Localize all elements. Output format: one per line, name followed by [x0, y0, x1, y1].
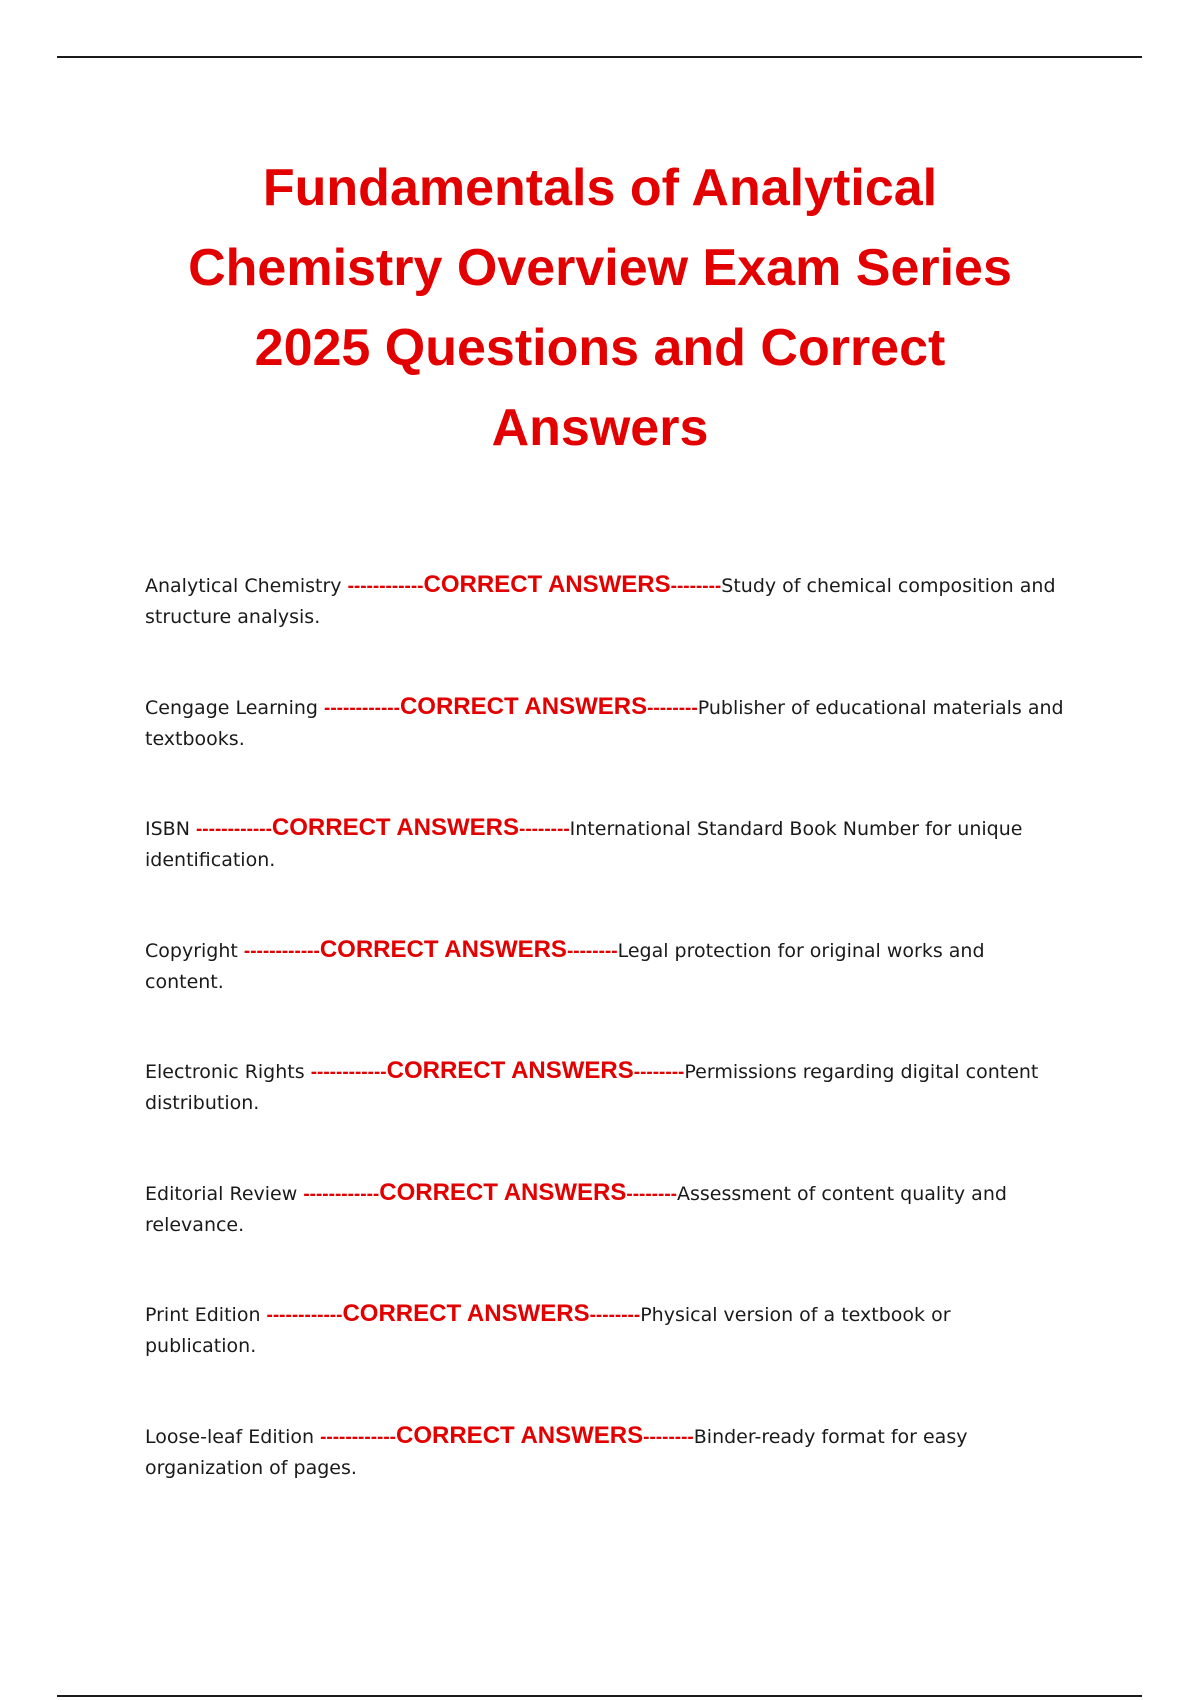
qa-item [145, 1178, 1065, 1300]
separator-pre: ------------ [324, 697, 400, 719]
separator-post: -------- [670, 576, 722, 597]
separator-pre: ------------ [266, 1305, 343, 1326]
qa-term: Print Edition [145, 1304, 261, 1326]
correct-answers-marker: CORRECT ANSWERS [271, 814, 520, 841]
separator-post: -------- [589, 1305, 641, 1326]
separator-pre: ------------ [347, 576, 424, 597]
correct-answers-marker: CORRECT ANSWERS [396, 1421, 644, 1449]
qa-definition: International Standard Book Number for unique identification. [145, 818, 1023, 871]
correct-answers-marker: CORRECT ANSWERS [386, 1057, 634, 1084]
qa-definition: Physical version of a textbook or publication. [145, 1304, 951, 1357]
separator-pre: ------------ [303, 1183, 380, 1205]
correct-answers-marker: CORRECT ANSWERS [423, 571, 671, 598]
qa-term: ISBN [145, 818, 190, 840]
qa-item [145, 692, 1065, 814]
bottom-rule [57, 1695, 1142, 1697]
separator-pre: ------------ [310, 1062, 387, 1083]
correct-answers-marker: CORRECT ANSWERS [399, 692, 648, 720]
qa-item [145, 813, 1065, 935]
top-rule [57, 56, 1142, 58]
qa-list [145, 570, 1065, 1542]
correct-answers-marker: CORRECT ANSWERS [342, 1300, 590, 1327]
separator-post: -------- [643, 1426, 694, 1448]
qa-item [145, 1299, 1065, 1421]
qa-item [145, 570, 1065, 692]
separator-post: -------- [647, 697, 698, 719]
separator-pre: ------------ [320, 1426, 397, 1448]
qa-term: Loose-leaf Edition [145, 1425, 315, 1448]
qa-term: Electronic Rights [145, 1061, 305, 1083]
separator-pre: ------------ [195, 819, 272, 840]
separator-post: -------- [626, 1183, 677, 1205]
qa-definition: Study of chemical composition and structure analysis. [145, 575, 1056, 628]
qa-term: Editorial Review [145, 1182, 298, 1205]
separator-post: -------- [566, 940, 618, 962]
document-title: Fundamentals of Analytical Chemistry Overview Exam Series 2025 Questions and Correct Answers [188, 159, 1012, 457]
separator-pre: ------------ [243, 940, 320, 962]
correct-answers-marker: CORRECT ANSWERS [319, 935, 567, 963]
qa-item [145, 1421, 1065, 1543]
qa-item [145, 935, 1065, 1057]
qa-definition: Assessment of content quality and relevance. [145, 1182, 1007, 1236]
qa-term: Analytical Chemistry [145, 575, 342, 597]
qa-term: Cengage Learning [145, 696, 318, 719]
separator-post: -------- [633, 1062, 685, 1083]
qa-term: Copyright [145, 939, 238, 962]
qa-definition: Publisher of educational materials and textbooks. [145, 696, 1064, 750]
separator-post: -------- [519, 819, 570, 840]
correct-answers-marker: CORRECT ANSWERS [379, 1178, 627, 1206]
qa-definition: Legal protection for original works and content. [145, 939, 985, 993]
qa-definition: Permissions regarding digital content distribution. [145, 1061, 1039, 1114]
qa-item [145, 1056, 1065, 1178]
qa-definition: Binder-ready format for easy organization of pages. [145, 1425, 968, 1479]
